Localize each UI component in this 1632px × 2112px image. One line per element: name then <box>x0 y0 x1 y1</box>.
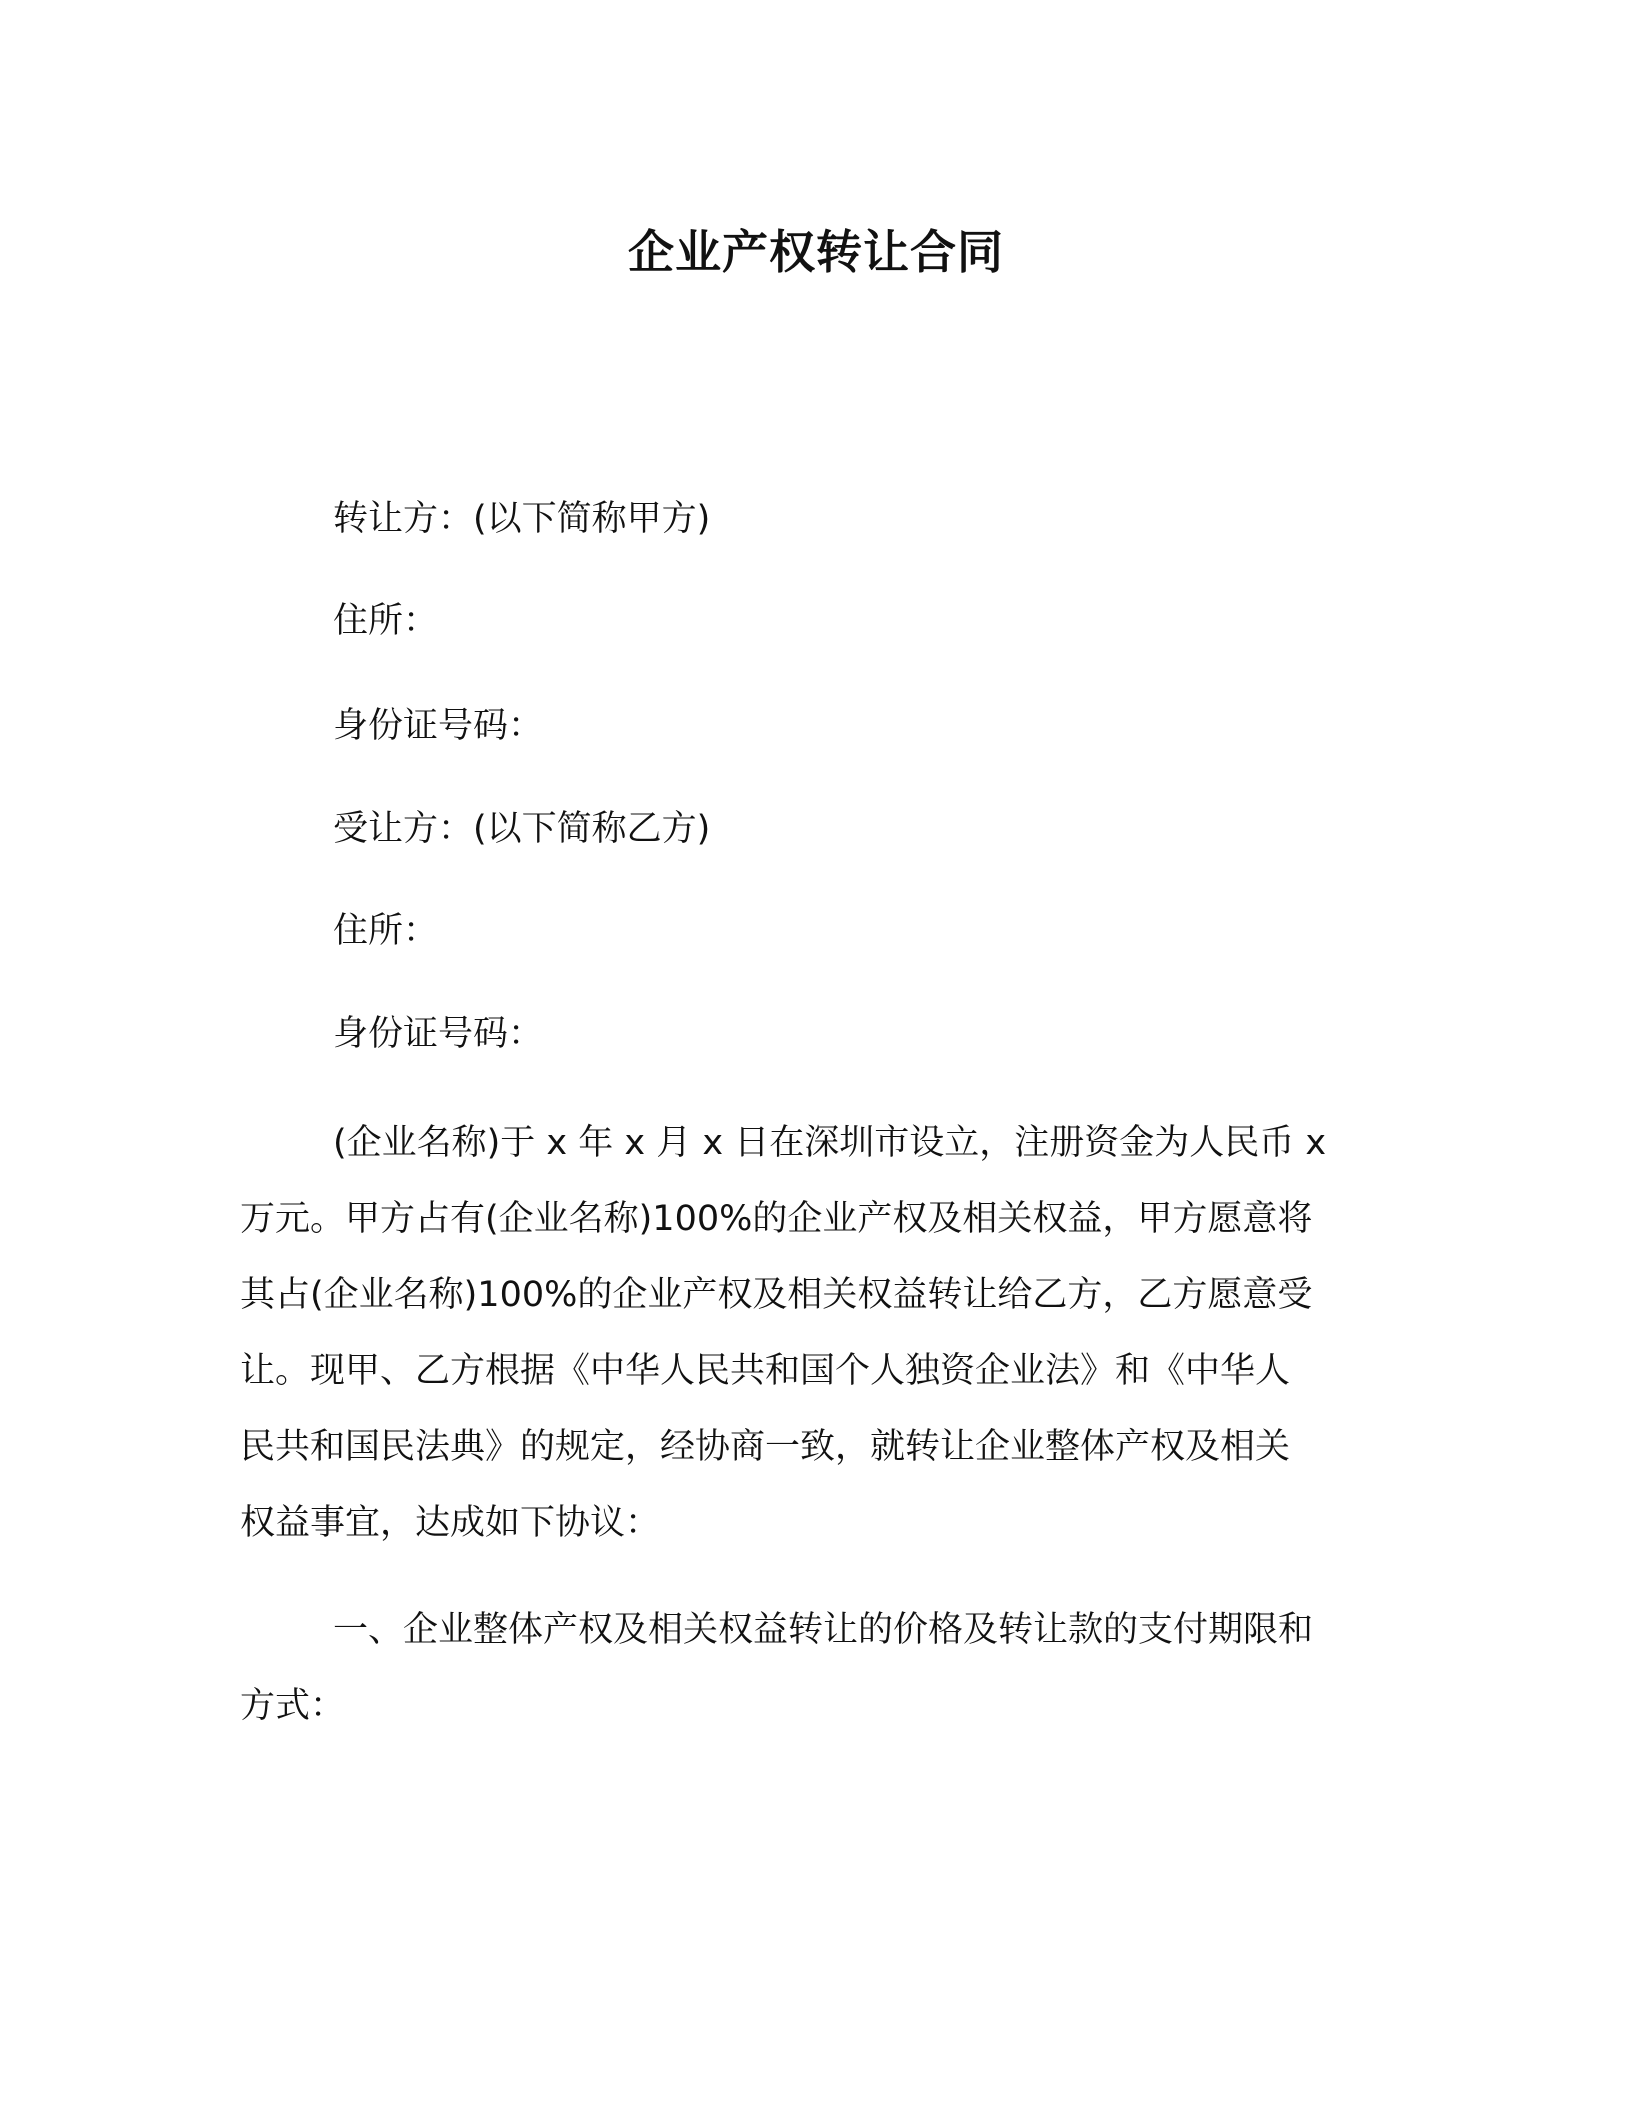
section-1-line: 方式： <box>240 1686 346 1726</box>
party-a-id-label: 身份证号码： <box>333 706 544 746</box>
party-a-address-label: 住所： <box>333 601 439 641</box>
preamble-line: 万元。甲方占有(企业名称)100%的企业产权及相关权益，甲方愿意将 <box>240 1199 1313 1239</box>
preamble-line: 其占(企业名称)100%的企业产权及相关权益转让给乙方，乙方愿意受 <box>240 1275 1313 1315</box>
section-1-heading <box>240 1592 1370 1744</box>
preamble-line: (企业名称)于 x 年 x 月 x 日在深圳市设立，注册资金为人民币 x <box>333 1123 1327 1163</box>
document-title: 企业产权转让合同 <box>628 225 1004 279</box>
preamble-line: 权益事宜，达成如下协议： <box>240 1503 661 1543</box>
party-b-address-label: 住所： <box>333 911 439 951</box>
party-b-id-label: 身份证号码： <box>333 1014 544 1054</box>
preamble-line: 让。现甲、乙方根据《中华人民共和国个人独资企业法》和《中华人 <box>240 1351 1291 1391</box>
preamble-line: 民共和国民法典》的规定，经协商一致，就转让企业整体产权及相关 <box>240 1427 1291 1467</box>
party-a-label: 转让方：(以下简称甲方) <box>333 499 711 539</box>
party-b-label: 受让方：(以下简称乙方) <box>333 809 711 849</box>
section-1-line: 一、企业整体产权及相关权益转让的价格及转让款的支付期限和 <box>333 1610 1314 1650</box>
preamble-paragraph <box>240 1105 1370 1561</box>
